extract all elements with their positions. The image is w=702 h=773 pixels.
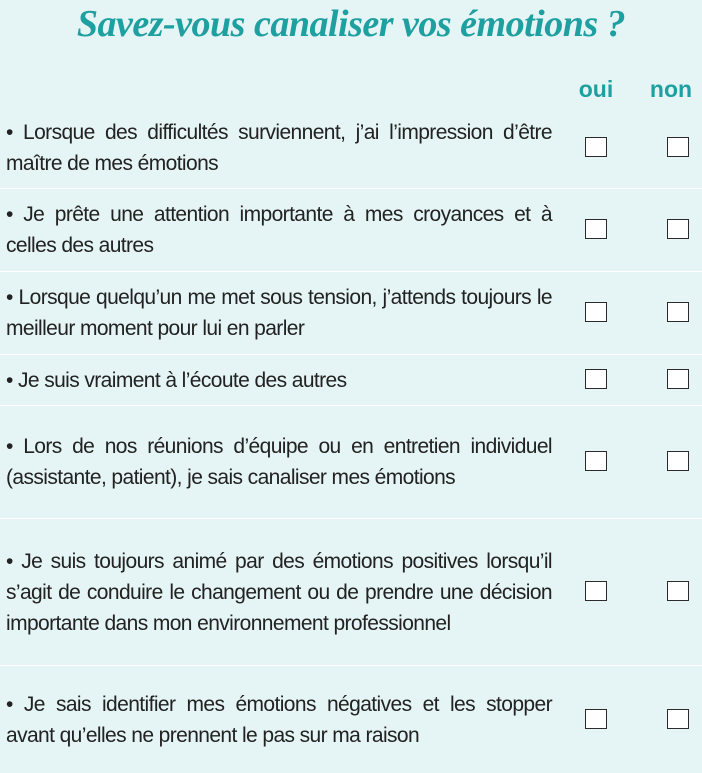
question-text: • Je prête une attention importante à mes croyances et à celles des autres xyxy=(6,203,552,257)
non-checkbox[interactable] xyxy=(667,369,689,389)
non-checkbox[interactable] xyxy=(667,451,689,471)
column-label-non: non xyxy=(649,76,693,102)
oui-checkbox[interactable] xyxy=(585,451,607,471)
oui-checkbox[interactable] xyxy=(585,137,607,157)
question-row-7 xyxy=(0,666,702,773)
column-label-oui: oui xyxy=(578,76,614,102)
question-row-3 xyxy=(0,272,702,355)
non-checkbox[interactable] xyxy=(667,137,689,157)
question-row-4 xyxy=(0,355,702,406)
non-checkbox[interactable] xyxy=(667,302,689,322)
oui-checkbox[interactable] xyxy=(585,369,607,389)
page-title: Savez-vous canaliser vos émotions ? xyxy=(76,3,626,45)
question-text: • Lorsque des difficultés surviennent, j’ai l’impression d’être maître de mes émotions xyxy=(6,121,552,175)
question-text: • Je suis vraiment à l’écoute des autres xyxy=(6,368,347,392)
question-row-5 xyxy=(0,406,702,519)
oui-checkbox[interactable] xyxy=(585,302,607,322)
oui-checkbox[interactable] xyxy=(585,581,607,601)
question-text: • Je sais identifier mes émotions négatives et les stopper avant qu’elles ne prennent le pas sur ma raison xyxy=(6,692,552,747)
non-checkbox[interactable] xyxy=(667,709,689,729)
question-row-1 xyxy=(0,108,702,189)
questionnaire xyxy=(0,108,702,773)
non-checkbox[interactable] xyxy=(667,581,689,601)
non-checkbox[interactable] xyxy=(667,219,689,239)
question-text: • Lorsque quelqu’un me met sous tension, j’attends toujours le meilleur moment pour lui en parler xyxy=(6,286,552,340)
oui-checkbox[interactable] xyxy=(585,709,607,729)
answer-columns-header xyxy=(0,72,702,108)
question-row-2 xyxy=(0,189,702,272)
question-text: • Lors de nos réunions d’équipe ou en entretien individuel (assistante, patient), je sais canaliser mes émotions xyxy=(6,435,552,489)
question-row-6 xyxy=(0,519,702,666)
question-text: • Je suis toujours animé par des émotions positives lorsqu’il s’agit de conduire le changement ou de prendre une décision importante dans mon environnement professionnel xyxy=(6,549,552,635)
oui-checkbox[interactable] xyxy=(585,219,607,239)
